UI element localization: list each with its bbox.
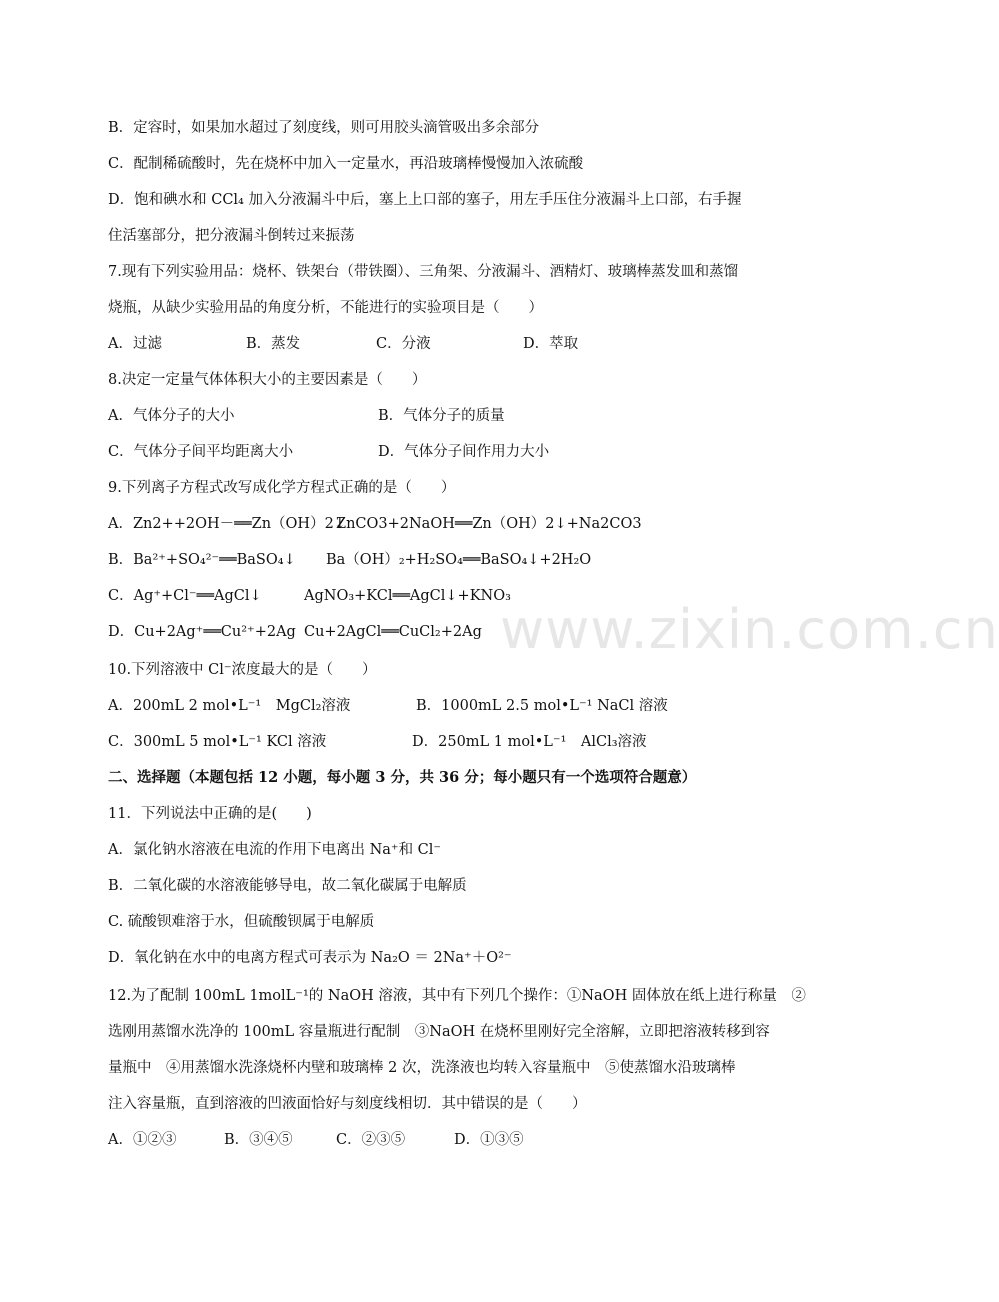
section-heading: 二、选择题（本题包括 12 小题，每小题 3 分，共 36 分；每小题只有一个选项符合题意） [108,769,697,786]
q12-stem-line3: 量瓶中 ④用蒸馏水洗涤烧杯内壁和玻璃棒 2 次，洗涤液也均转入容量瓶中 ⑤使蒸馏水沿玻璃棒 [108,1060,736,1076]
q6-option-d-line2: 住活塞部分，把分液漏斗倒转过来振荡 [108,228,355,244]
q10-option-b: B．1000mL 2.5 mol•L⁻¹ NaCl 溶液 [416,698,668,714]
q12-stem-line1: 12.为了配制 100mL 1molL⁻¹的 NaOH 溶液，其中有下列几个操作：①NaOH 固体放在纸上进行称量 ② [108,988,806,1004]
q12-option-b: B．③④⑤ [224,1132,293,1148]
q8-option-c: C．气体分子间平均距离大小 [108,444,294,460]
q11-stem: 11．下列说法中正确的是( ) [108,806,312,822]
q7-stem-line2: 烧瓶，从缺少实验用品的角度分析，不能进行的实验项目是（ ） [108,300,543,316]
q7-option-b: B．蒸发 [246,336,301,352]
q10-option-c: C．300mL 5 mol•L⁻¹ KCl 溶液 [108,734,327,750]
q12-stem-line2: 选刚用蒸馏水洗净的 100mL 容量瓶进行配制 ③NaOH 在烧杯里刚好完全溶解，立即把溶液转移到容 [108,1024,770,1040]
q11-option-a: A．氯化钠水溶液在电流的作用下电离出 Na⁺和 Cl⁻ [108,842,442,858]
q9-option-c-chemical: AgNO₃+KCl══AgCl↓+KNO₃ [304,588,511,604]
q9-option-b-chemical: Ba（OH）₂+H₂SO₄══BaSO₄↓+2H₂O [326,552,592,568]
q12-option-c: C．②③⑤ [336,1132,406,1148]
q9-stem: 9.下列离子方程式改写成化学方程式正确的是（ ） [108,480,456,496]
q12-option-a: A．①②③ [108,1132,177,1148]
q9-option-d-chemical: Cu+2AgCl══CuCl₂+2Ag [304,624,482,640]
q8-option-a: A．气体分子的大小 [108,408,235,424]
q6-option-c: C．配制稀硫酸时，先在烧杯中加入一定量水，再沿玻璃棒慢慢加入浓硫酸 [108,156,584,172]
watermark: www.zixin.com.cn [500,598,999,661]
q10-option-d: D．250mL 1 mol•L⁻¹ AlCl₃溶液 [412,734,647,750]
q12-stem-line4: 注入容量瓶，直到溶液的凹液面恰好与刻度线相切．其中错误的是（ ） [108,1096,587,1112]
q6-option-b: B．定容时，如果加水超过了刻度线，则可用胶头滴管吸出多余部分 [108,120,540,136]
q9-option-a-chemical: ZnCO3+2NaOH══Zn（OH）2↓+Na2CO3 [336,516,642,532]
q8-option-d: D．气体分子间作用力大小 [378,444,550,460]
q6-option-d-line1: D．饱和碘水和 CCl₄ 加入分液漏斗中后，塞上上口部的塞子，用左手压住分液漏斗上口部，右手握 [108,192,742,208]
q9-option-c-ionic: C．Ag⁺+Cl⁻══AgCl↓ [108,588,262,604]
q11-option-d: D．氧化钠在水中的电离方程式可表示为 Na₂O ＝ 2Na⁺＋O²⁻ [108,950,512,966]
q10-option-a: A．200mL 2 mol•L⁻¹ MgCl₂溶液 [108,698,351,714]
q8-option-b: B．气体分子的质量 [378,408,505,424]
q7-option-a: A．过滤 [108,336,162,352]
q11-option-c: C. 硫酸钡难溶于水，但硫酸钡属于电解质 [108,914,375,930]
q9-option-a-ionic: A．Zn2++2OH－══Zn（OH）2↓ [108,516,346,532]
q7-option-c: C．分液 [376,336,431,352]
q7-stem-line1: 7.现有下列实验用品：烧杯、铁架台（带铁圈）、三角架、分液漏斗、酒精灯、玻璃棒蒸发皿和蒸馏 [108,264,739,280]
q11-option-b: B．二氧化碳的水溶液能够导电，故二氧化碳属于电解质 [108,878,467,894]
q7-option-d: D．萃取 [523,336,579,352]
q9-option-b-ionic: B．Ba²⁺+SO₄²⁻══BaSO₄↓ [108,552,296,568]
q12-option-d: D．①③⑤ [454,1132,524,1148]
q10-stem: 10.下列溶液中 Cl⁻浓度最大的是（ ） [108,662,377,678]
q9-option-d-ionic: D．Cu+2Ag⁺══Cu²⁺+2Ag [108,624,296,640]
q8-stem: 8.决定一定量气体体积大小的主要因素是（ ） [108,372,427,388]
